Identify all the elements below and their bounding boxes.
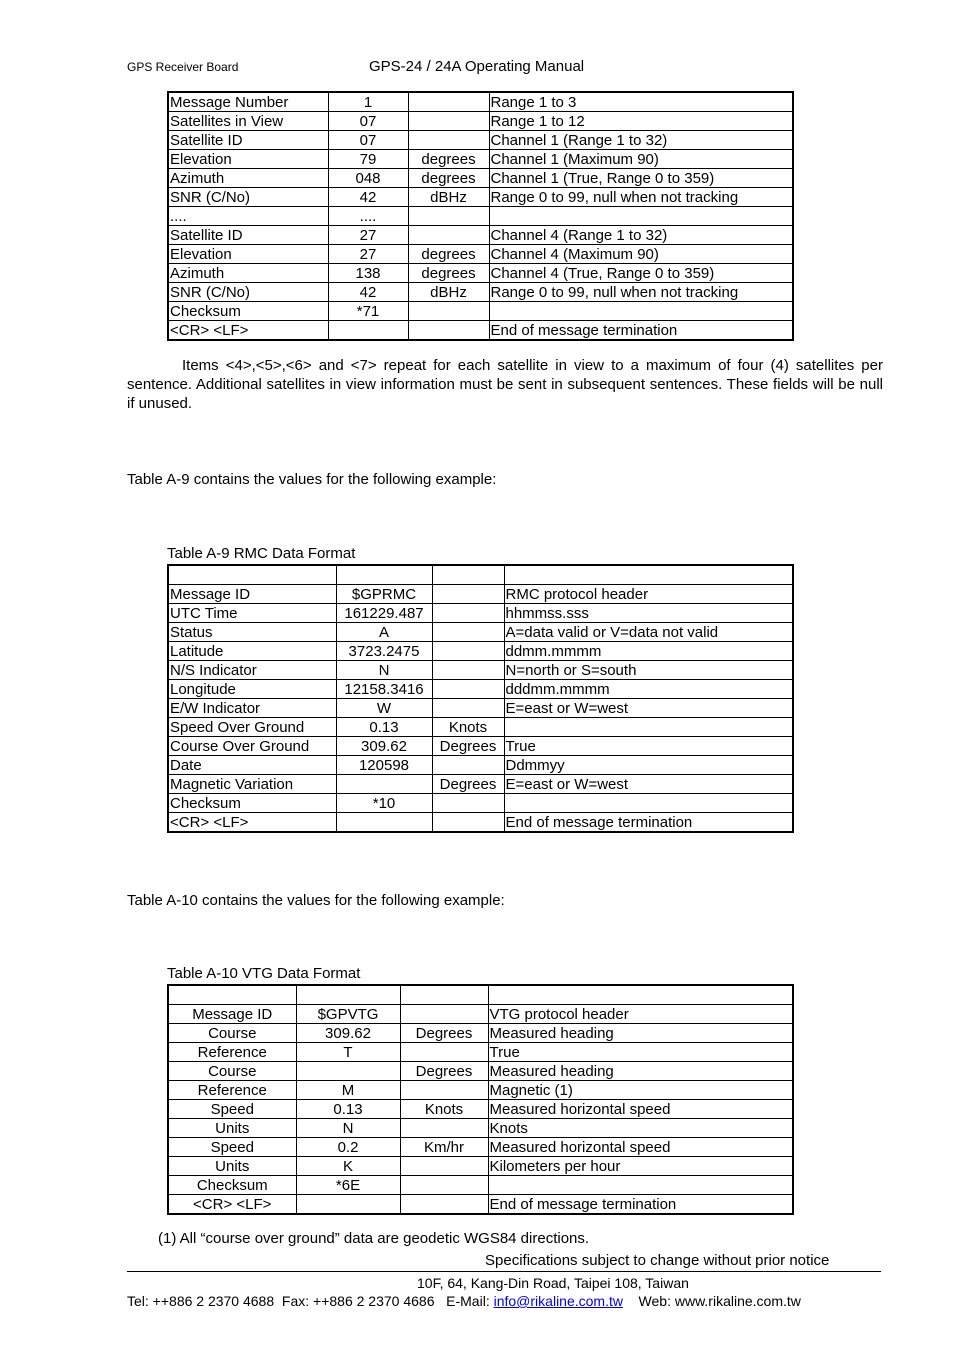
vtg-table-row — [168, 1176, 793, 1195]
table-cell: Magnetic Variation — [168, 775, 336, 794]
table-cell — [432, 604, 504, 623]
table-cell: Measured horizontal speed — [488, 1138, 793, 1157]
table-cell — [400, 1157, 488, 1176]
table-cell: N=north or S=south — [504, 661, 793, 680]
table-cell: 0.13 — [336, 718, 432, 737]
table-cell: SNR (C/No) — [168, 283, 328, 302]
table-cell — [489, 207, 793, 226]
table-cell — [432, 585, 504, 604]
table-cell: 138 — [328, 264, 408, 283]
table-cell: N — [296, 1119, 400, 1138]
table-cell — [408, 131, 489, 150]
gsv-table-row — [168, 207, 793, 226]
table-cell — [504, 718, 793, 737]
table-cell — [432, 756, 504, 775]
table-cell: dddmm.mmmm — [504, 680, 793, 699]
rmc-table-row — [168, 623, 793, 642]
table-cell: A=data valid or V=data not valid — [504, 623, 793, 642]
table-cell: Degrees — [400, 1062, 488, 1081]
table-cell: Measured heading — [488, 1024, 793, 1043]
vtg-table-row — [168, 1100, 793, 1119]
table-cell: RMC protocol header — [504, 585, 793, 604]
gsv-table-row — [168, 302, 793, 321]
table-cell: 3723.2475 — [336, 642, 432, 661]
table-cell: 12158.3416 — [336, 680, 432, 699]
table-cell: *10 — [336, 794, 432, 813]
vtg-table-row — [168, 1024, 793, 1043]
rmc-table-caption: Table A-9 RMC Data Format — [167, 545, 356, 562]
table-cell: 0.13 — [296, 1100, 400, 1119]
table-cell: Message ID — [168, 585, 336, 604]
gsv-table-row — [168, 321, 793, 341]
table-cell: *71 — [328, 302, 408, 321]
table-cell: Range 1 to 3 — [489, 92, 793, 112]
spec-notice: Specifications subject to change without prior notice — [485, 1252, 830, 1269]
footer-divider — [127, 1271, 881, 1272]
table-cell — [432, 642, 504, 661]
table-cell: .... — [328, 207, 408, 226]
table-cell: Azimuth — [168, 169, 328, 188]
vtg-table-row — [168, 1157, 793, 1176]
table-cell — [400, 1043, 488, 1062]
table-cell: degrees — [408, 150, 489, 169]
table-cell: 42 — [328, 283, 408, 302]
table-cell: Degrees — [432, 737, 504, 756]
footer-contact-text: Tel: ++886 2 2370 4688 Fax: ++886 2 2370 4686 E-Mail: — [127, 1293, 494, 1309]
table-cell: hhmmss.sss — [504, 604, 793, 623]
table-cell — [408, 207, 489, 226]
table-cell: A — [336, 623, 432, 642]
table-cell: Status — [168, 623, 336, 642]
paragraph-repeat-note: Items <4>,<5>,<6> and <7> repeat for each satellite in view to a maximum of four (4) satellites per sentence. Additional satellites in view information must be sent in subsequent sentences. These fields will be null if unused. — [127, 357, 883, 412]
table-cell: 27 — [328, 226, 408, 245]
rmc-table-row — [168, 642, 793, 661]
table-cell: <CR> <LF> — [168, 813, 336, 833]
vtg-table-row — [168, 985, 793, 1005]
table-cell — [400, 985, 488, 1005]
table-cell: VTG protocol header — [488, 1005, 793, 1024]
header-title: GPS-24 / 24A Operating Manual — [369, 58, 585, 75]
table-cell: Reference — [168, 1043, 296, 1062]
table-cell: True — [504, 737, 793, 756]
table-cell: dBHz — [408, 283, 489, 302]
table-cell: Channel 4 (Range 1 to 32) — [489, 226, 793, 245]
table-cell: 120598 — [336, 756, 432, 775]
rmc-table-row — [168, 794, 793, 813]
gsv-table-row — [168, 245, 793, 264]
vtg-table-row — [168, 1005, 793, 1024]
table-cell: 27 — [328, 245, 408, 264]
rmc-table-row — [168, 813, 793, 833]
table-cell: Degrees — [400, 1024, 488, 1043]
table-cell: 0.2 — [296, 1138, 400, 1157]
table-cell: Channel 4 (Maximum 90) — [489, 245, 793, 264]
table-cell: Course — [168, 1062, 296, 1081]
table-cell — [432, 623, 504, 642]
table-cell: Magnetic (1) — [488, 1081, 793, 1100]
table-cell — [328, 321, 408, 341]
rmc-table-row — [168, 661, 793, 680]
email-link[interactable]: info@rikaline.com.tw — [493, 1293, 623, 1309]
footer-web: Web: www.rikaline.com.tw — [638, 1293, 801, 1309]
table-cell — [408, 92, 489, 112]
table-cell: Kilometers per hour — [488, 1157, 793, 1176]
table-cell: degrees — [408, 245, 489, 264]
table-cell — [504, 565, 793, 585]
table-cell — [296, 1062, 400, 1081]
table-cell: Knots — [400, 1100, 488, 1119]
gsv-table — [167, 91, 794, 341]
table-cell — [408, 302, 489, 321]
table-cell: 07 — [328, 131, 408, 150]
table-cell — [488, 985, 793, 1005]
table-cell — [432, 565, 504, 585]
table-cell — [408, 226, 489, 245]
footer-address: 10F, 64, Kang-Din Road, Taipei 108, Taiwan — [417, 1275, 689, 1291]
table-cell: Speed — [168, 1138, 296, 1157]
table-cell: Degrees — [432, 775, 504, 794]
gsv-table-row — [168, 92, 793, 112]
rmc-table-row — [168, 775, 793, 794]
table-cell: End of message termination — [488, 1195, 793, 1215]
footer-spacer — [623, 1293, 639, 1309]
table-cell: 1 — [328, 92, 408, 112]
table-cell: 161229.487 — [336, 604, 432, 623]
table-cell — [400, 1176, 488, 1195]
table-cell: Channel 1 (Maximum 90) — [489, 150, 793, 169]
vtg-table-caption: Table A-10 VTG Data Format — [167, 965, 361, 982]
table-cell: ddmm.mmmm — [504, 642, 793, 661]
table-cell: T — [296, 1043, 400, 1062]
vtg-table — [167, 984, 794, 1215]
table-cell: Measured horizontal speed — [488, 1100, 793, 1119]
gsv-table-row — [168, 264, 793, 283]
header-left: GPS Receiver Board — [127, 60, 239, 74]
table-cell: Units — [168, 1119, 296, 1138]
table-cell: <CR> <LF> — [168, 321, 328, 341]
table-cell: Course Over Ground — [168, 737, 336, 756]
table-cell — [168, 985, 296, 1005]
table-cell: Satellite ID — [168, 226, 328, 245]
footnote: (1) All “course over ground” data are geodetic WGS84 directions. — [158, 1230, 590, 1247]
vtg-table-row — [168, 1043, 793, 1062]
table-cell: N — [336, 661, 432, 680]
table-cell: K — [296, 1157, 400, 1176]
table-cell — [336, 813, 432, 833]
rmc-table — [167, 564, 794, 833]
rmc-table-row — [168, 737, 793, 756]
table-cell — [296, 985, 400, 1005]
table-cell — [408, 112, 489, 131]
gsv-table-row — [168, 131, 793, 150]
table-cell: dBHz — [408, 188, 489, 207]
table-cell — [336, 775, 432, 794]
table-cell: M — [296, 1081, 400, 1100]
rmc-table-row — [168, 718, 793, 737]
table-cell: Message Number — [168, 92, 328, 112]
table-cell: Checksum — [168, 1176, 296, 1195]
table-cell — [489, 302, 793, 321]
table-cell: Message ID — [168, 1005, 296, 1024]
table-cell: UTC Time — [168, 604, 336, 623]
gsv-table-row — [168, 188, 793, 207]
table-cell: 309.62 — [336, 737, 432, 756]
table-cell: Knots — [432, 718, 504, 737]
table-cell: Course — [168, 1024, 296, 1043]
rmc-table-row — [168, 699, 793, 718]
table-cell: Date — [168, 756, 336, 775]
table-cell: Km/hr — [400, 1138, 488, 1157]
footer-contact — [127, 1293, 801, 1309]
rmc-table-row — [168, 585, 793, 604]
table-cell — [432, 680, 504, 699]
table-cell: 42 — [328, 188, 408, 207]
rmc-table-row — [168, 756, 793, 775]
table-cell: Channel 1 (True, Range 0 to 359) — [489, 169, 793, 188]
table-cell: E/W Indicator — [168, 699, 336, 718]
table-cell: Speed Over Ground — [168, 718, 336, 737]
table-cell — [408, 321, 489, 341]
table-cell: Speed — [168, 1100, 296, 1119]
table-cell: Satellites in View — [168, 112, 328, 131]
table-cell: Elevation — [168, 150, 328, 169]
rmc-table-row — [168, 604, 793, 623]
table-cell: 07 — [328, 112, 408, 131]
gsv-table-row — [168, 112, 793, 131]
rmc-table-row — [168, 680, 793, 699]
table-cell — [432, 699, 504, 718]
table-cell: $GPVTG — [296, 1005, 400, 1024]
table-cell: Units — [168, 1157, 296, 1176]
table-cell — [400, 1081, 488, 1100]
table-cell — [432, 661, 504, 680]
table-cell: End of message termination — [504, 813, 793, 833]
table-cell: Latitude — [168, 642, 336, 661]
table-cell: Satellite ID — [168, 131, 328, 150]
table-cell: degrees — [408, 264, 489, 283]
table-cell — [336, 565, 432, 585]
table-cell: W — [336, 699, 432, 718]
table-cell: N/S Indicator — [168, 661, 336, 680]
table-cell: True — [488, 1043, 793, 1062]
vtg-table-row — [168, 1119, 793, 1138]
table-cell: E=east or W=west — [504, 775, 793, 794]
table-cell: Range 0 to 99, null when not tracking — [489, 188, 793, 207]
gsv-table-row — [168, 226, 793, 245]
table-cell: 79 — [328, 150, 408, 169]
table-cell: E=east or W=west — [504, 699, 793, 718]
rmc-table-row — [168, 565, 793, 585]
table-cell: Channel 4 (True, Range 0 to 359) — [489, 264, 793, 283]
gsv-table-row — [168, 169, 793, 188]
table-cell: .... — [168, 207, 328, 226]
table-cell: *6E — [296, 1176, 400, 1195]
table-cell: 309.62 — [296, 1024, 400, 1043]
paragraph-table-a10-intro: Table A-10 contains the values for the following example: — [127, 892, 505, 909]
table-cell — [168, 565, 336, 585]
table-cell — [400, 1195, 488, 1215]
table-cell: Reference — [168, 1081, 296, 1100]
table-cell: Azimuth — [168, 264, 328, 283]
table-cell: Longitude — [168, 680, 336, 699]
table-cell: Knots — [488, 1119, 793, 1138]
table-cell: $GPRMC — [336, 585, 432, 604]
table-cell: Channel 1 (Range 1 to 32) — [489, 131, 793, 150]
table-cell: <CR> <LF> — [168, 1195, 296, 1215]
table-cell: Range 0 to 99, null when not tracking — [489, 283, 793, 302]
table-cell: Checksum — [168, 794, 336, 813]
table-cell: Checksum — [168, 302, 328, 321]
table-cell — [432, 813, 504, 833]
vtg-table-row — [168, 1195, 793, 1215]
gsv-table-row — [168, 150, 793, 169]
table-cell — [296, 1195, 400, 1215]
table-cell — [432, 794, 504, 813]
table-cell — [400, 1119, 488, 1138]
table-cell — [400, 1005, 488, 1024]
vtg-table-row — [168, 1138, 793, 1157]
table-cell — [504, 794, 793, 813]
table-cell: 048 — [328, 169, 408, 188]
table-cell — [488, 1176, 793, 1195]
table-cell: Elevation — [168, 245, 328, 264]
table-cell: Measured heading — [488, 1062, 793, 1081]
paragraph-table-a9-intro: Table A-9 contains the values for the following example: — [127, 471, 497, 488]
table-cell: Range 1 to 12 — [489, 112, 793, 131]
table-cell: Ddmmyy — [504, 756, 793, 775]
vtg-table-row — [168, 1062, 793, 1081]
table-cell: degrees — [408, 169, 489, 188]
gsv-table-row — [168, 283, 793, 302]
table-cell: End of message termination — [489, 321, 793, 341]
vtg-table-row — [168, 1081, 793, 1100]
table-cell: SNR (C/No) — [168, 188, 328, 207]
